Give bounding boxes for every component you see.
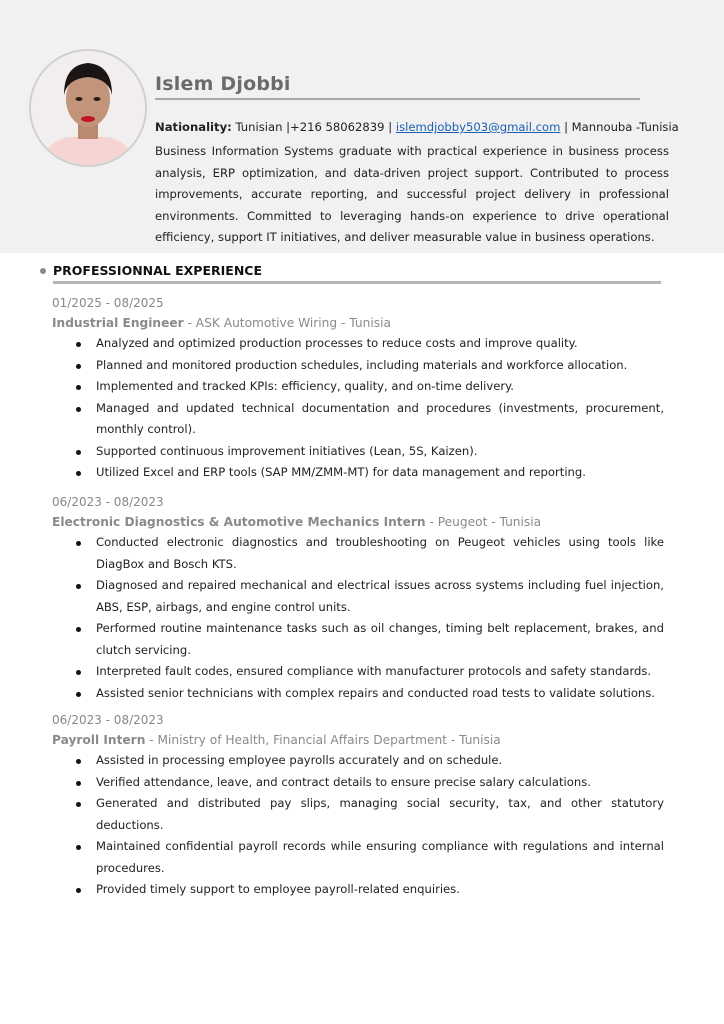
- nationality-label: Nationality:: [155, 120, 232, 134]
- job-bullets: [52, 532, 672, 704]
- email-link[interactable]: islemdjobby503@gmail.com: [395, 120, 561, 134]
- job-entry: [52, 293, 672, 484]
- job-bullet: Planned and monitored production schedules, including materials and workforce allocation.: [96, 355, 664, 377]
- nationality-value: Tunisian |: [231, 120, 291, 134]
- job-org: - ASK Automotive Wiring - Tunisia: [183, 316, 391, 330]
- job-role: [52, 730, 672, 750]
- section-bullet-icon: [40, 268, 46, 274]
- job-org: - Peugeot - Tunisia: [425, 515, 542, 529]
- job-bullet: Maintained confidential payroll records while ensuring compliance with regulations and internal procedures.: [96, 836, 664, 879]
- section-divider: [53, 281, 661, 284]
- job-bullet: Generated and distributed pay slips, managing social security, tax, and other statutory deductions.: [96, 793, 664, 836]
- section-title: PROFESSIONNAL EXPERIENCE: [53, 263, 262, 278]
- job-title: Industrial Engineer: [52, 316, 184, 330]
- job-bullet: Verified attendance, leave, and contract details to ensure precise salary calculations.: [96, 772, 664, 794]
- job-role: [52, 313, 672, 333]
- job-bullets: [52, 333, 672, 484]
- job-dates: 06/2023 - 08/2023: [52, 713, 164, 727]
- job-bullet: Analyzed and optimized production processes to reduce costs and improve quality.: [96, 333, 664, 355]
- job-bullet: Diagnosed and repaired mechanical and electrical issues across systems including fuel injection, ABS, ESP, airbags, and engine control units.: [96, 575, 664, 618]
- job-bullet: Assisted in processing employee payrolls accurately and on schedule.: [96, 750, 664, 772]
- job-bullet: Performed routine maintenance tasks such as oil changes, timing belt replacement, brakes, and clutch servicing.: [96, 618, 664, 661]
- job-org: - Ministry of Health, Financial Affairs Department - Tunisia: [145, 733, 501, 747]
- job-bullet: Managed and updated technical documentation and procedures (investments, procurement, monthly control).: [96, 398, 664, 441]
- portrait-image: [31, 51, 145, 165]
- job-dates: 01/2025 - 08/2025: [52, 296, 164, 310]
- job-bullet: Conducted electronic diagnostics and troubleshooting on Peugeot vehicles using tools like DiagBox and Bosch KTS.: [96, 532, 664, 575]
- job-role: [52, 512, 672, 532]
- job-bullet: Assisted senior technicians with complex repairs and conducted road tests to validate solutions.: [96, 683, 664, 705]
- job-dates: 06/2023 - 08/2023: [52, 495, 164, 509]
- job-bullet: Implemented and tracked KPIs: efficiency, quality, and on-time delivery.: [96, 376, 664, 398]
- profile-summary: Business Information Systems graduate with practical experience in business process analysis, ERP optimization, and data-driven project support. Contributed to process improvements, accurate reporting, and successful project delivery in professional environments. Committed to leveraging hands-on experience to drive operational efficiency, support IT initiatives, and deliver measurable value in business operations.: [155, 144, 669, 244]
- job-bullets: [52, 750, 672, 901]
- job-title: Electronic Diagnostics & Automotive Mechanics Intern: [52, 515, 426, 529]
- job-bullet: Supported continuous improvement initiatives (Lean, 5S, Kaizen).: [96, 441, 664, 463]
- job-title: Payroll Intern: [52, 733, 146, 747]
- profile-photo: [29, 49, 147, 167]
- location: | Mannouba -Tunisia: [560, 120, 679, 134]
- name-divider: [155, 98, 640, 100]
- job-entry: [52, 710, 672, 901]
- contact-separator: |: [384, 120, 396, 134]
- phone-number: +216 58062839: [290, 120, 385, 134]
- job-bullet: Provided timely support to employee payroll-related enquiries.: [96, 879, 664, 901]
- contact-line: [155, 120, 679, 134]
- job-entry: [52, 492, 672, 704]
- job-bullet: Utilized Excel and ERP tools (SAP MM/ZMM-MT) for data management and reporting.: [96, 462, 664, 484]
- job-bullet: Interpreted fault codes, ensured compliance with manufacturer protocols and safety standards.: [96, 661, 664, 683]
- candidate-name: Islem Djobbi: [155, 73, 291, 95]
